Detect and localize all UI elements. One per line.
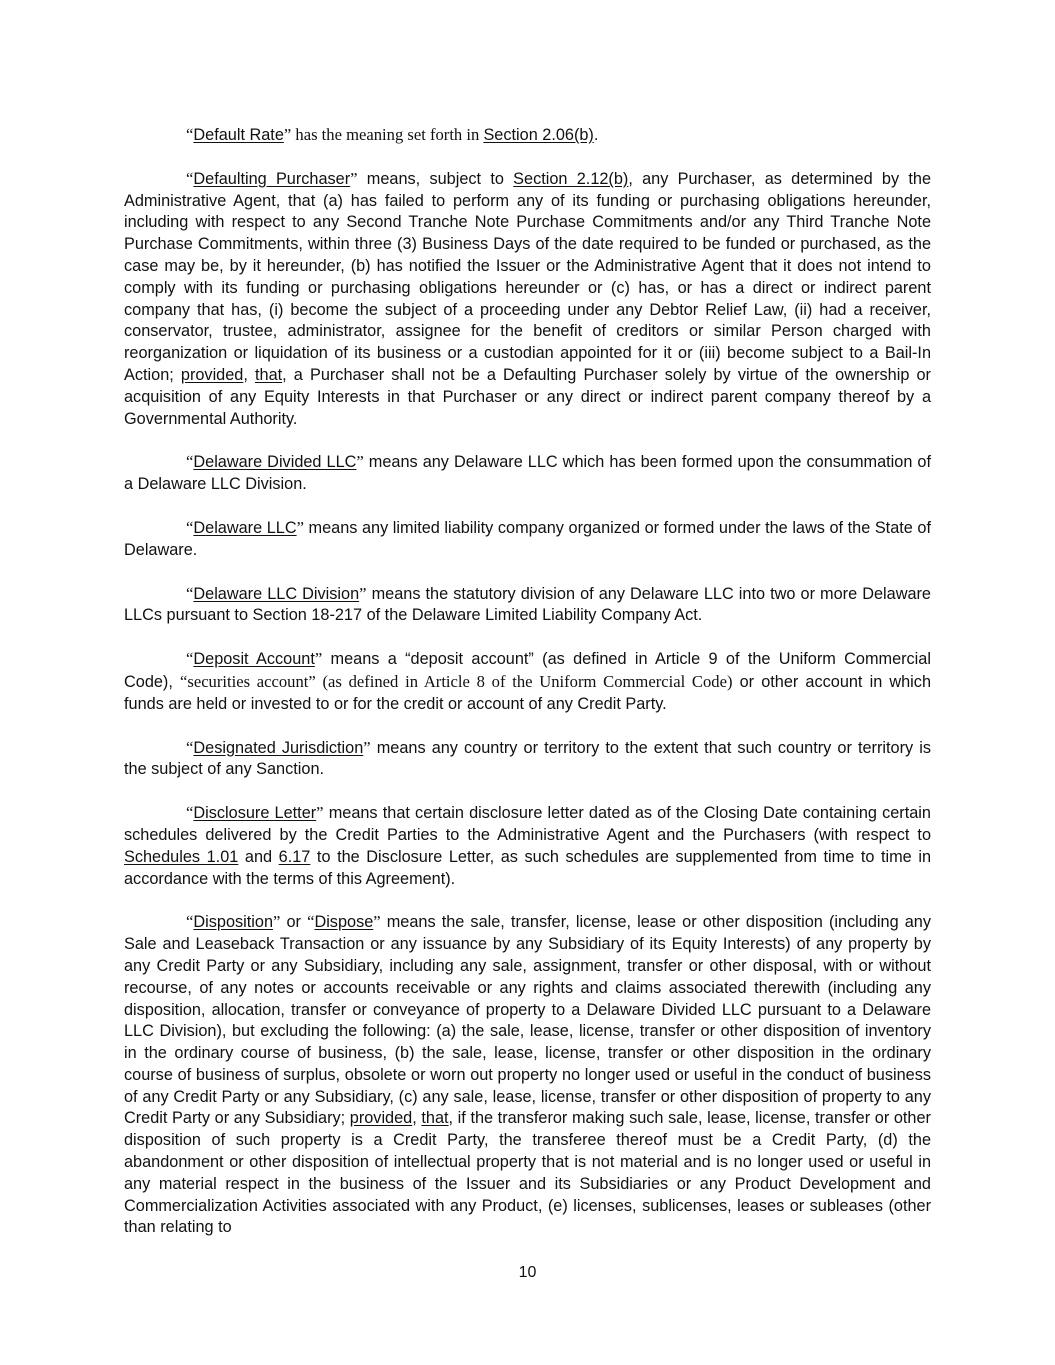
term-dispose: Dispose [314, 913, 374, 932]
provided-keyword: provided [349, 1109, 413, 1128]
quote-open: “ [186, 912, 194, 932]
conjunction: and [238, 847, 279, 866]
definition-delaware-llc-division [124, 583, 931, 628]
document-body [124, 124, 931, 1260]
definition-text: has the meaning set forth in [291, 125, 484, 144]
quote-open: “ [186, 125, 194, 144]
quote-open: “ [307, 912, 315, 932]
term-delaware-llc-division: Delaware LLC Division [193, 584, 360, 603]
definition-text: , a Purchaser shall not be a Defaulting Purchaser solely by virtue of the ownership or acquisition of any Equity Interests in that Purchaser or any direct or indirect parent company thereof by a Governmental Authority. [124, 365, 931, 428]
quote-close: ” [359, 583, 367, 603]
definition-text: means any limited liability company organized or formed under the laws of the State of Delaware. [124, 518, 931, 559]
definition-disposition [124, 911, 931, 1239]
quote-close: ” [283, 125, 292, 144]
page-number: 10 [518, 1264, 537, 1281]
term-disposition: Disposition [193, 913, 274, 932]
section-reference: Section 2.12(b) [513, 169, 629, 188]
quote-close: ” [373, 912, 381, 932]
quote-close: ” [316, 803, 324, 823]
definition-text: means the sale, transfer, license, lease or other disposition (including any Sale and Leaseback Transaction or any issuance by any Subsidiary of its Equity Interests) of any property by any Credit Party or any Subsidiary, including any sale, assignment, transfer or other disposal, with or without recourse, of any notes or accounts receivable or any rights and claims associated therewith (including any disposition, allocation, transfer or conveyance of property to a Delaware Divided LLC pursuant to a Delaware LLC Division), but excluding the following: (a) the sale, lease, license, transfer or other disposition of inventory in the ordinary course of business, (b) the sale, lease, license, transfer or other disposition in the ordinary course of business of surplus, obsolete or worn out property no longer used or useful in the conduct of business of any Credit Party or any Subsidiary, (c) any sale, lease, license, transfer or other disposition of property to any Credit Party or any Subsidiary; [124, 913, 931, 1128]
quote-close: ” [296, 517, 304, 537]
quote-open: “ [186, 452, 194, 472]
term-delaware-llc: Delaware LLC [193, 518, 297, 537]
definition-text: or other account in which funds are held or invested to or for the credit or account of any Credit Party. [124, 672, 931, 713]
definition-text: means any country or territory to the extent that such country or territory is the subject of any Sanction. [124, 738, 931, 779]
separator: , [412, 1109, 422, 1128]
definition-disclosure-letter [124, 802, 931, 890]
definition-deposit-account [124, 648, 931, 715]
quote-close: ” [363, 737, 371, 757]
definition-text: to the Disclosure Letter, as such schedules are supplemented from time to time in accordance with the terms of this Agreement). [124, 847, 931, 888]
definition-text: , any Purchaser, as determined by the Administrative Agent, that (a) has failed to perform any of its funding or purchasing obligations hereunder, including with respect to any Second Tranche Note Purchase Commitments and/or any Third Tranche Note Purchase Commitments, within three (3) Business Days of the date required to be funded or purchased, as the case may be, by it hereunder, (b) has notified the Issuer or the Administrative Agent that it does not intend to comply with its funding or purchasing obligations hereunder or (c) has, or has a direct or indirect parent company that has, (i) become the subject of a proceeding under any Debtor Relief Law, (ii) had a receiver, conservator, trustee, administrator, assignee for the benefit of creditors or similar Person charged with reorganization or liquidation of its business or a custodian appointed for it or (iii) become subject to a Bail-In Action; [124, 169, 931, 384]
quote-close: ” [273, 912, 281, 932]
separator: , [243, 365, 255, 384]
quote-close: ” [314, 649, 323, 669]
schedule-reference: 6.17 [278, 847, 311, 866]
period: . [593, 126, 599, 144]
term-deposit-account: Deposit Account [193, 650, 315, 669]
term-designated-jurisdiction: Designated Jurisdiction [193, 738, 364, 757]
provided-keyword: provided [180, 365, 244, 384]
quote-open: “ [186, 168, 194, 188]
definition-text: , if the transferor making such sale, lease, license, transfer or other disposition of such property is a Credit Party, the transferee thereof must be a Credit Party, (d) the abandonment or other disposition of intellectual property that is not material and is no longer used or useful in any material respect in the business of the Issuer and its Subsidiaries or any Product Development and Commercialization Activities associated with any Product, (e) licenses, sublicenses, leases or subleases (other than relating to [124, 1109, 931, 1237]
definition-delaware-llc [124, 517, 931, 562]
quote-close: ” [356, 452, 364, 472]
definition-text: means that certain disclosure letter dated as of the Closing Date containing certain schedules delivered by the Credit Parties to the Administrative Agent and the Purchasers (with respect to [124, 804, 931, 844]
definition-text: means a “deposit account” (as defined in Article 9 of the Uniform Commercial Code), [124, 650, 931, 691]
term-default-rate: Default Rate [193, 126, 284, 144]
definition-text-serif: “securities account” (as defined in Article 8 of the Uniform Commercial Code) [180, 671, 733, 691]
definition-text: means, subject to [357, 169, 514, 188]
quote-open: “ [186, 583, 194, 603]
schedule-reference: Schedules 1.01 [124, 847, 239, 866]
term-delaware-divided-llc: Delaware Divided LLC [193, 453, 357, 472]
that-keyword: that [421, 1109, 449, 1128]
definition-text: means the statutory division of any Delaware LLC into two or more Delaware LLCs pursuant to Section 18-217 of the Delaware Limited Liability Company Act. [124, 584, 931, 625]
quote-open: “ [186, 517, 194, 537]
definition-delaware-divided-llc [124, 451, 931, 496]
conjunction: or [280, 913, 308, 932]
term-disclosure-letter: Disclosure Letter [193, 804, 317, 823]
quote-open: “ [186, 737, 194, 757]
term-defaulting-purchaser: Defaulting Purchaser [193, 169, 351, 188]
definition-designated-jurisdiction [124, 737, 931, 782]
definition-defaulting-purchaser [124, 168, 931, 431]
quote-open: “ [186, 649, 194, 669]
definition-default-rate [124, 124, 931, 147]
definition-text: means any Delaware LLC which has been formed upon the consummation of a Delaware LLC Division. [124, 453, 931, 494]
quote-close: ” [350, 168, 358, 188]
that-keyword: that [255, 365, 283, 384]
section-reference: Section 2.06(b) [483, 126, 594, 144]
quote-open: “ [186, 803, 194, 823]
